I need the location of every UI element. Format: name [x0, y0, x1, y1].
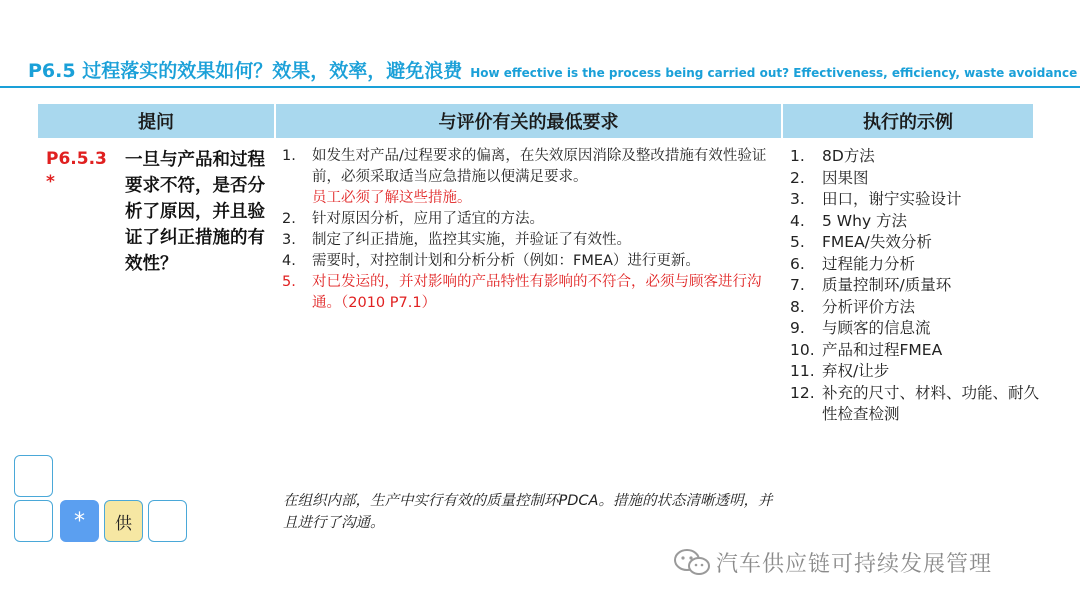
question-text: 一旦与产品和过程要求不符，是否分析了原因，并且验证了纠正措施的有效性？ — [125, 150, 265, 274]
requirement-number: 1. — [282, 148, 296, 164]
example-number: 11. — [790, 362, 815, 380]
watermark — [672, 546, 1072, 578]
example-text: 分析评价方法 — [822, 297, 916, 316]
requirement-note: 员工必须了解这些措施。 — [312, 190, 472, 206]
example-item — [790, 297, 1040, 319]
example-number: 7. — [790, 276, 805, 294]
requirement-number: 2. — [282, 211, 296, 227]
example-text: 产品和过程FMEA — [822, 340, 943, 359]
requirement-number: 3. — [282, 232, 296, 248]
wechat-icon — [672, 547, 712, 577]
example-text: 质量控制环/质量环 — [822, 276, 952, 294]
title-english: How effective is the process being carried out? Effectiveness, efficiency, waste avoidance — [470, 66, 1078, 80]
supply-tag: 供 — [104, 500, 143, 542]
example-number: 4. — [790, 211, 805, 230]
example-item — [790, 168, 1040, 190]
examples-list — [790, 146, 1040, 426]
example-item — [790, 340, 1040, 362]
example-number: 5. — [790, 233, 805, 251]
requirements-list — [282, 146, 777, 314]
example-number: 10. — [790, 340, 815, 359]
title-divider — [0, 86, 1080, 88]
example-item — [790, 361, 1040, 383]
example-text: 8D方法 — [822, 147, 875, 165]
title-chinese: P6.5 过程落实的效果如何？效果，效率，避免浪费 — [28, 60, 463, 82]
header-requirements: 与评价有关的最低要求 — [276, 104, 781, 138]
requirement-text: 如发生对产品/过程要求的偏离，在失效原因消除及整改措施有效性验证前，必须采取适当应急措施以便满足要求。 — [312, 148, 767, 185]
example-item — [790, 383, 1040, 426]
page-title — [28, 56, 1078, 84]
example-text: FMEA/失效分析 — [822, 233, 932, 251]
example-number: 2. — [790, 168, 805, 187]
example-text: 5 Why 方法 — [822, 211, 908, 230]
requirement-text: 针对原因分析，应用了适宜的方法。 — [312, 211, 544, 227]
example-item — [790, 254, 1040, 276]
watermark-text: 汽车供应链可持续发展管理 — [716, 551, 993, 577]
example-text: 过程能力分析 — [822, 254, 916, 273]
example-item — [790, 275, 1040, 297]
example-item — [790, 146, 1040, 168]
example-number: 1. — [790, 147, 805, 165]
header-question: 提问 — [38, 104, 274, 138]
example-item — [790, 211, 1040, 233]
requirement-text: 制定了纠正措施，监控其实施，并验证了有效性。 — [312, 232, 631, 248]
process-note: 在组织内部，生产中实行有效的质量控制环PDCA。措施的状态清晰透明，并且进行了沟通。 — [283, 493, 773, 531]
requirement-number: 5. — [282, 274, 296, 290]
example-item — [790, 232, 1040, 254]
example-item — [790, 318, 1040, 340]
header-examples: 执行的示例 — [783, 104, 1033, 138]
example-text: 因果图 — [822, 168, 869, 187]
requirement-item — [282, 146, 777, 209]
example-text: 弃权/让步 — [822, 362, 890, 380]
requirement-item — [282, 209, 777, 230]
empty-tag-box — [14, 500, 53, 542]
example-text: 田口，谢宁实验设计 — [822, 190, 962, 208]
empty-tag-box — [14, 455, 53, 497]
requirement-text: 需要时，对控制计划和分析分析（例如：FMEA）进行更新。 — [312, 253, 700, 269]
empty-tag-box — [148, 500, 187, 542]
requirement-item — [282, 272, 777, 314]
example-number: 3. — [790, 190, 805, 208]
example-number: 6. — [790, 254, 805, 273]
example-text: 补充的尺寸、材料、功能、耐久性检查检测 — [822, 383, 1040, 423]
star-tag: * — [60, 500, 99, 542]
requirement-item — [282, 251, 777, 272]
question-id: P6.5.3 * — [46, 149, 107, 192]
example-number: 12. — [790, 383, 815, 402]
example-number: 9. — [790, 319, 805, 337]
example-item — [790, 189, 1040, 211]
requirement-text: 对已发运的，并对影响的产品特性有影响的不符合，必须与顾客进行沟通。（2010 P7.1） — [312, 274, 762, 311]
example-number: 8. — [790, 297, 805, 316]
example-text: 与顾客的信息流 — [822, 319, 931, 337]
requirement-item — [282, 230, 777, 251]
requirement-number: 4. — [282, 253, 296, 269]
